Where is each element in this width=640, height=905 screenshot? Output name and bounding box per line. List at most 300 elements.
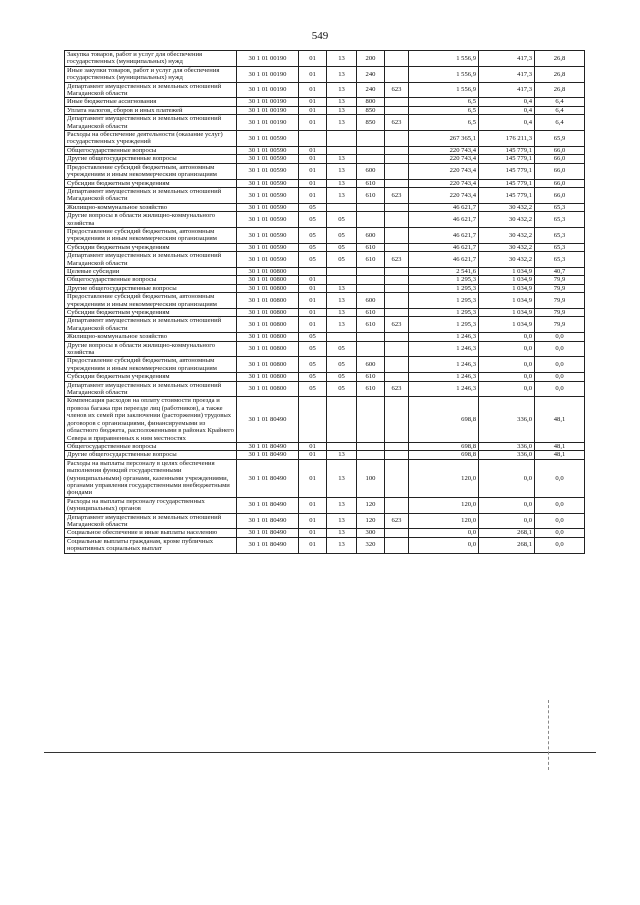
row-name: Социальное обеспечение и иные выплаты населению — [65, 529, 237, 537]
executed-amount: 1 034,9 — [479, 276, 535, 284]
expense-type-code: 610 — [357, 252, 385, 268]
section-code: 05 — [299, 381, 327, 397]
expense-type-code: 610 — [357, 317, 385, 333]
target-article-code: 30 1 01 00190 — [237, 106, 299, 114]
department-code: 623 — [385, 252, 409, 268]
table-row — [65, 115, 585, 131]
row-name: Департамент имущественных и земельных отношений Магаданской области — [65, 115, 237, 131]
table-row — [65, 459, 585, 497]
target-article-code: 30 1 01 00800 — [237, 381, 299, 397]
subsection-code — [327, 333, 357, 341]
expense-type-code: 800 — [357, 98, 385, 106]
executed-amount: 0,0 — [479, 333, 535, 341]
expense-type-code: 600 — [357, 357, 385, 373]
planned-amount: 1 295,3 — [409, 276, 479, 284]
planned-amount: 0,0 — [409, 537, 479, 553]
subsection-code: 13 — [327, 293, 357, 309]
target-article-code: 30 1 01 00800 — [237, 333, 299, 341]
execution-percent: 79,9 — [535, 276, 585, 284]
expense-type-code: 120 — [357, 513, 385, 529]
executed-amount: 30 432,2 — [479, 212, 535, 228]
execution-percent: 0,0 — [535, 381, 585, 397]
executed-amount: 30 432,2 — [479, 252, 535, 268]
target-article-code: 30 1 01 00590 — [237, 212, 299, 228]
planned-amount: 1 556,9 — [409, 82, 479, 98]
expense-type-code — [357, 203, 385, 211]
section-code: 01 — [299, 98, 327, 106]
expense-type-code: 120 — [357, 497, 385, 513]
executed-amount: 268,1 — [479, 529, 535, 537]
planned-amount: 0,0 — [409, 529, 479, 537]
execution-percent: 0,0 — [535, 333, 585, 341]
execution-percent: 0,0 — [535, 373, 585, 381]
execution-percent: 0,0 — [535, 529, 585, 537]
subsection-code: 13 — [327, 51, 357, 67]
department-code: 623 — [385, 115, 409, 131]
table-row — [65, 187, 585, 203]
expense-type-code — [357, 276, 385, 284]
target-article-code: 30 1 01 00190 — [237, 82, 299, 98]
department-code — [385, 459, 409, 497]
subsection-code — [327, 203, 357, 211]
section-code — [299, 267, 327, 275]
planned-amount: 120,0 — [409, 513, 479, 529]
table-row — [65, 82, 585, 98]
execution-percent: 66,0 — [535, 163, 585, 179]
target-article-code: 30 1 01 00800 — [237, 284, 299, 292]
planned-amount: 1 556,9 — [409, 66, 479, 82]
executed-amount: 145 779,1 — [479, 146, 535, 154]
margin-mark — [548, 700, 549, 770]
subsection-code — [327, 442, 357, 450]
execution-percent: 65,3 — [535, 212, 585, 228]
row-name: Другие вопросы в области жилищно-коммунального хозяйства — [65, 341, 237, 357]
subsection-code: 13 — [327, 459, 357, 497]
target-article-code: 30 1 01 00800 — [237, 317, 299, 333]
executed-amount: 1 034,9 — [479, 284, 535, 292]
executed-amount: 0,0 — [479, 373, 535, 381]
section-code: 01 — [299, 309, 327, 317]
target-article-code: 30 1 01 00590 — [237, 155, 299, 163]
target-article-code: 30 1 01 00590 — [237, 163, 299, 179]
row-name: Общегосударственные вопросы — [65, 276, 237, 284]
planned-amount: 267 365,1 — [409, 131, 479, 147]
target-article-code: 30 1 01 00800 — [237, 276, 299, 284]
table-row — [65, 179, 585, 187]
section-code: 01 — [299, 276, 327, 284]
executed-amount: 145 779,1 — [479, 187, 535, 203]
executed-amount: 30 432,2 — [479, 203, 535, 211]
table-row — [65, 309, 585, 317]
executed-amount: 417,3 — [479, 82, 535, 98]
execution-percent: 26,8 — [535, 82, 585, 98]
section-code: 01 — [299, 497, 327, 513]
target-article-code: 30 1 01 00800 — [237, 293, 299, 309]
section-code: 01 — [299, 179, 327, 187]
row-name: Департамент имущественных и земельных отношений Магаданской области — [65, 381, 237, 397]
section-code: 05 — [299, 252, 327, 268]
execution-percent: 79,9 — [535, 317, 585, 333]
row-name: Закупка товаров, работ и услуг для обеспечения государственных (муниципальных) нужд — [65, 51, 237, 67]
executed-amount: 336,0 — [479, 442, 535, 450]
department-code — [385, 373, 409, 381]
execution-percent: 6,4 — [535, 115, 585, 131]
subsection-code: 13 — [327, 98, 357, 106]
subsection-code: 05 — [327, 212, 357, 228]
execution-percent: 65,3 — [535, 227, 585, 243]
table-row — [65, 155, 585, 163]
planned-amount: 698,8 — [409, 442, 479, 450]
row-name: Другие общегосударственные вопросы — [65, 155, 237, 163]
planned-amount: 46 621,7 — [409, 227, 479, 243]
planned-amount: 46 621,7 — [409, 203, 479, 211]
department-code — [385, 267, 409, 275]
section-code: 05 — [299, 243, 327, 251]
executed-amount: 268,1 — [479, 537, 535, 553]
subsection-code — [327, 146, 357, 154]
table-row — [65, 276, 585, 284]
target-article-code: 30 1 01 80490 — [237, 529, 299, 537]
subsection-code — [327, 267, 357, 275]
page-number: 549 — [311, 30, 329, 42]
section-code: 01 — [299, 529, 327, 537]
row-name: Общегосударственные вопросы — [65, 146, 237, 154]
section-code: 01 — [299, 451, 327, 459]
subsection-code: 13 — [327, 179, 357, 187]
table-row — [65, 267, 585, 275]
department-code — [385, 451, 409, 459]
target-article-code: 30 1 01 00590 — [237, 187, 299, 203]
row-name: Предоставление субсидий бюджетным, автономным учреждениям и иным некоммерческим организациям — [65, 227, 237, 243]
subsection-code: 13 — [327, 66, 357, 82]
execution-percent: 66,0 — [535, 146, 585, 154]
planned-amount: 220 743,4 — [409, 146, 479, 154]
executed-amount: 0,0 — [479, 381, 535, 397]
section-code: 05 — [299, 227, 327, 243]
department-code — [385, 106, 409, 114]
expense-type-code: 600 — [357, 163, 385, 179]
subsection-code — [327, 397, 357, 442]
department-code — [385, 155, 409, 163]
planned-amount: 6,5 — [409, 106, 479, 114]
table-row — [65, 381, 585, 397]
row-name: Расходы на выплаты персоналу в целях обеспечения выполнения функций государственными (муниципальными) органами, казенными учреждениями, органами управления государственными внебюджетными фондами — [65, 459, 237, 497]
target-article-code: 30 1 01 00800 — [237, 309, 299, 317]
table-row — [65, 243, 585, 251]
planned-amount: 1 246,3 — [409, 357, 479, 373]
execution-percent: 0,0 — [535, 497, 585, 513]
execution-percent: 0,0 — [535, 357, 585, 373]
planned-amount: 1 246,3 — [409, 341, 479, 357]
expense-type-code — [357, 212, 385, 228]
expense-type-code: 610 — [357, 243, 385, 251]
executed-amount: 0,0 — [479, 341, 535, 357]
table-row — [65, 203, 585, 211]
section-code: 01 — [299, 115, 327, 131]
section-code — [299, 131, 327, 147]
table-row — [65, 51, 585, 67]
execution-percent: 0,0 — [535, 459, 585, 497]
expense-type-code — [357, 333, 385, 341]
section-code — [299, 397, 327, 442]
expense-type-code: 610 — [357, 179, 385, 187]
expense-type-code: 610 — [357, 309, 385, 317]
executed-amount: 0,0 — [479, 357, 535, 373]
table-row — [65, 227, 585, 243]
section-code: 05 — [299, 341, 327, 357]
execution-percent: 48,1 — [535, 451, 585, 459]
execution-percent: 79,9 — [535, 293, 585, 309]
table-row — [65, 537, 585, 553]
department-code — [385, 357, 409, 373]
executed-amount: 0,0 — [479, 513, 535, 529]
planned-amount: 220 743,4 — [409, 163, 479, 179]
department-code — [385, 529, 409, 537]
expense-type-code: 610 — [357, 187, 385, 203]
execution-percent: 26,8 — [535, 66, 585, 82]
department-code — [385, 212, 409, 228]
subsection-code: 13 — [327, 529, 357, 537]
department-code: 623 — [385, 381, 409, 397]
department-code — [385, 341, 409, 357]
subsection-code: 13 — [327, 451, 357, 459]
section-code: 01 — [299, 442, 327, 450]
expense-type-code: 240 — [357, 66, 385, 82]
expense-type-code — [357, 451, 385, 459]
budget-execution-table — [64, 50, 585, 554]
table-row — [65, 513, 585, 529]
planned-amount: 1 246,3 — [409, 381, 479, 397]
target-article-code: 30 1 01 80490 — [237, 459, 299, 497]
expense-type-code: 600 — [357, 227, 385, 243]
execution-percent: 6,4 — [535, 106, 585, 114]
expense-type-code: 600 — [357, 293, 385, 309]
expense-type-code: 200 — [357, 51, 385, 67]
row-name: Социальные выплаты гражданам, кроме публичных нормативных социальных выплат — [65, 537, 237, 553]
planned-amount: 1 295,3 — [409, 293, 479, 309]
planned-amount: 1 295,3 — [409, 284, 479, 292]
section-code: 05 — [299, 373, 327, 381]
row-name: Департамент имущественных и земельных отношений Магаданской области — [65, 187, 237, 203]
executed-amount: 1 034,9 — [479, 309, 535, 317]
planned-amount: 2 541,6 — [409, 267, 479, 275]
department-code — [385, 131, 409, 147]
expense-type-code: 850 — [357, 106, 385, 114]
executed-amount: 145 779,1 — [479, 155, 535, 163]
target-article-code: 30 1 01 00190 — [237, 51, 299, 67]
subsection-code: 13 — [327, 106, 357, 114]
subsection-code: 05 — [327, 341, 357, 357]
execution-percent: 79,9 — [535, 309, 585, 317]
expense-type-code — [357, 267, 385, 275]
execution-percent: 66,0 — [535, 179, 585, 187]
row-name: Субсидии бюджетным учреждениям — [65, 179, 237, 187]
subsection-code: 05 — [327, 227, 357, 243]
subsection-code: 05 — [327, 243, 357, 251]
planned-amount: 6,5 — [409, 115, 479, 131]
expense-type-code — [357, 341, 385, 357]
table-row — [65, 98, 585, 106]
subsection-code: 05 — [327, 373, 357, 381]
planned-amount: 1 246,3 — [409, 373, 479, 381]
expense-type-code — [357, 284, 385, 292]
department-code — [385, 309, 409, 317]
target-article-code: 30 1 01 00590 — [237, 146, 299, 154]
planned-amount: 1 556,9 — [409, 51, 479, 67]
table-row — [65, 284, 585, 292]
executed-amount: 176 211,3 — [479, 131, 535, 147]
department-code: 623 — [385, 317, 409, 333]
table-row — [65, 252, 585, 268]
execution-percent: 48,1 — [535, 397, 585, 442]
department-code — [385, 333, 409, 341]
executed-amount: 30 432,2 — [479, 243, 535, 251]
expense-type-code: 850 — [357, 115, 385, 131]
bottom-rule — [44, 752, 596, 753]
subsection-code: 05 — [327, 357, 357, 373]
row-name: Другие общегосударственные вопросы — [65, 451, 237, 459]
subsection-code — [327, 276, 357, 284]
target-article-code: 30 1 01 00800 — [237, 357, 299, 373]
subsection-code — [327, 131, 357, 147]
planned-amount: 220 743,4 — [409, 179, 479, 187]
subsection-code: 13 — [327, 163, 357, 179]
executed-amount: 0,0 — [479, 497, 535, 513]
execution-percent: 0,0 — [535, 341, 585, 357]
table-row — [65, 497, 585, 513]
executed-amount: 336,0 — [479, 397, 535, 442]
execution-percent: 48,1 — [535, 442, 585, 450]
section-code: 01 — [299, 146, 327, 154]
table-row — [65, 442, 585, 450]
row-name: Департамент имущественных и земельных отношений Магаданской области — [65, 513, 237, 529]
row-name: Уплата налогов, сборов и иных платежей — [65, 106, 237, 114]
subsection-code: 13 — [327, 497, 357, 513]
subsection-code: 13 — [327, 187, 357, 203]
row-name: Департамент имущественных и земельных отношений Магаданской области — [65, 317, 237, 333]
section-code: 01 — [299, 51, 327, 67]
row-name: Субсидии бюджетным учреждениям — [65, 243, 237, 251]
section-code: 01 — [299, 284, 327, 292]
section-code: 01 — [299, 513, 327, 529]
row-name: Общегосударственные вопросы — [65, 442, 237, 450]
subsection-code: 13 — [327, 317, 357, 333]
planned-amount: 1 246,3 — [409, 333, 479, 341]
expense-type-code — [357, 397, 385, 442]
execution-percent: 65,9 — [535, 131, 585, 147]
subsection-code: 13 — [327, 82, 357, 98]
target-article-code: 30 1 01 00800 — [237, 373, 299, 381]
target-article-code: 30 1 01 00590 — [237, 243, 299, 251]
target-article-code: 30 1 01 80490 — [237, 451, 299, 459]
executed-amount: 0,4 — [479, 106, 535, 114]
executed-amount: 30 432,2 — [479, 227, 535, 243]
department-code — [385, 293, 409, 309]
execution-percent: 65,3 — [535, 203, 585, 211]
execution-percent: 66,0 — [535, 187, 585, 203]
department-code — [385, 163, 409, 179]
section-code: 05 — [299, 333, 327, 341]
target-article-code: 30 1 01 80490 — [237, 537, 299, 553]
planned-amount: 120,0 — [409, 497, 479, 513]
executed-amount: 0,0 — [479, 459, 535, 497]
table-row — [65, 529, 585, 537]
execution-percent: 0,0 — [535, 513, 585, 529]
expense-type-code — [357, 131, 385, 147]
planned-amount: 46 621,7 — [409, 243, 479, 251]
department-code — [385, 243, 409, 251]
execution-percent: 65,3 — [535, 252, 585, 268]
section-code: 01 — [299, 537, 327, 553]
row-name: Иные закупки товаров, работ и услуг для обеспечения государственных (муниципальных) нужд — [65, 66, 237, 82]
planned-amount: 698,8 — [409, 451, 479, 459]
execution-percent: 26,8 — [535, 51, 585, 67]
table-row — [65, 397, 585, 442]
target-article-code: 30 1 01 00800 — [237, 267, 299, 275]
subsection-code: 13 — [327, 284, 357, 292]
executed-amount: 417,3 — [479, 51, 535, 67]
target-article-code: 30 1 01 80490 — [237, 397, 299, 442]
executed-amount: 1 034,9 — [479, 317, 535, 333]
target-article-code: 30 1 01 80490 — [237, 442, 299, 450]
subsection-code: 05 — [327, 252, 357, 268]
subsection-code: 13 — [327, 155, 357, 163]
expense-type-code: 240 — [357, 82, 385, 98]
section-code: 01 — [299, 293, 327, 309]
table-row — [65, 212, 585, 228]
planned-amount: 698,8 — [409, 397, 479, 442]
subsection-code: 13 — [327, 513, 357, 529]
department-code — [385, 497, 409, 513]
target-article-code: 30 1 01 00190 — [237, 98, 299, 106]
section-code: 01 — [299, 66, 327, 82]
section-code: 01 — [299, 106, 327, 114]
row-name: Иные бюджетные ассигнования — [65, 98, 237, 106]
row-name: Предоставление субсидий бюджетным, автономным учреждениям и иным некоммерческим организациям — [65, 293, 237, 309]
row-name: Предоставление субсидий бюджетным, автономным учреждениям и иным некоммерческим организациям — [65, 357, 237, 373]
expense-type-code — [357, 146, 385, 154]
department-code: 623 — [385, 82, 409, 98]
row-name: Другие вопросы в области жилищно-коммунального хозяйства — [65, 212, 237, 228]
target-article-code: 30 1 01 00590 — [237, 252, 299, 268]
row-name: Департамент имущественных и земельных отношений Магаданской области — [65, 252, 237, 268]
table-row — [65, 131, 585, 147]
table-row — [65, 451, 585, 459]
department-code — [385, 537, 409, 553]
department-code: 623 — [385, 513, 409, 529]
expense-type-code — [357, 442, 385, 450]
row-name: Предоставление субсидий бюджетным, автономным учреждениям и иным некоммерческим организациям — [65, 163, 237, 179]
expense-type-code — [357, 155, 385, 163]
target-article-code: 30 1 01 00800 — [237, 341, 299, 357]
expense-type-code: 610 — [357, 373, 385, 381]
execution-percent: 65,3 — [535, 243, 585, 251]
table-row — [65, 341, 585, 357]
target-article-code: 30 1 01 80490 — [237, 513, 299, 529]
expense-type-code: 320 — [357, 537, 385, 553]
table-row — [65, 106, 585, 114]
execution-percent: 79,9 — [535, 284, 585, 292]
executed-amount: 145 779,1 — [479, 179, 535, 187]
section-code: 05 — [299, 212, 327, 228]
executed-amount: 0,4 — [479, 98, 535, 106]
section-code: 01 — [299, 163, 327, 179]
planned-amount: 46 621,7 — [409, 212, 479, 228]
table-row — [65, 317, 585, 333]
table-row — [65, 357, 585, 373]
department-code — [385, 442, 409, 450]
row-name: Целевые субсидии — [65, 267, 237, 275]
